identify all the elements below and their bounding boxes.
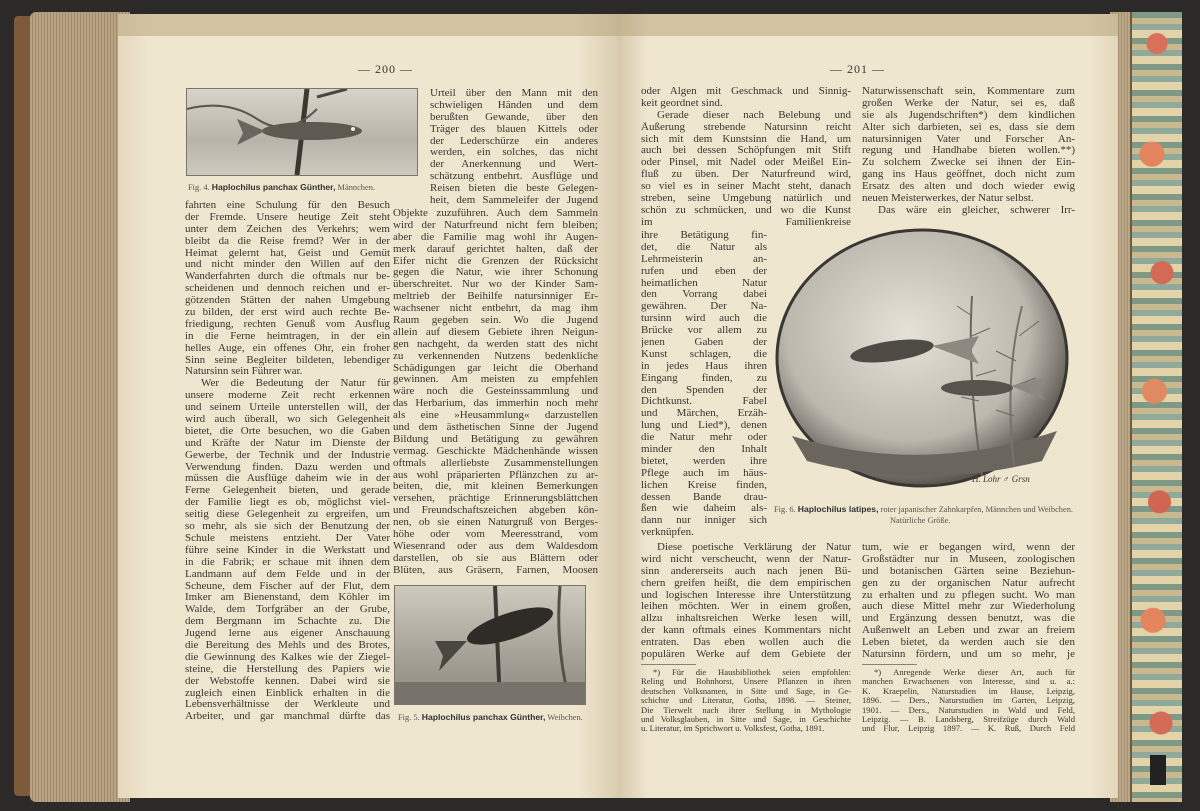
- text-line: meltrieb der Beihilfe natursinniger Er-: [393, 291, 598, 303]
- text-line: verknüpfen.: [641, 527, 694, 539]
- text-line: dessen Bande drau-: [641, 491, 767, 503]
- text-line: Zu solchem Zwecke sei ihnen der Ein-: [862, 157, 1075, 169]
- text-line: in jedes Haus ihren: [641, 360, 767, 372]
- text-line: auch diese Mittel mehr zur Wiederholung: [862, 601, 1075, 613]
- text-line: lung und Lied*), denen: [641, 420, 767, 432]
- fig4-species: Haplochilus panchax Günther,: [211, 182, 336, 192]
- text-line: Wiesenrand oder aus dem Waldesdom: [393, 540, 598, 552]
- text-line: steine, die Herstellung des Papiers wie: [185, 663, 390, 675]
- text-line: Äußerung strebende Natursinn reicht: [641, 121, 851, 133]
- text-line: allzu inhaltsreichen Werke lesen will,: [641, 613, 851, 625]
- text-line: so viel es in seiner Macht steht, danach: [641, 181, 851, 193]
- text-line: vermag. Geschickte Mädchenhände wissen: [393, 445, 598, 457]
- fig5-image: [394, 585, 586, 705]
- text-line: der Familie liegt es ob, möglichst viel-: [185, 497, 390, 509]
- text-line: leihen möchten. Wer in einem großen,: [641, 601, 851, 613]
- text-line: und dem ästhetischen Sinne der Jugend: [393, 422, 598, 434]
- text-line: Verwendung finden. Dazu werden und: [185, 461, 390, 473]
- text-line: großen Werke der Natur, sei es, daß: [862, 97, 1075, 109]
- text-line: Naturwissenschaft sein, Kommentare zum: [862, 86, 1075, 97]
- page-stack-left: [30, 12, 130, 802]
- text-line: so mehr, als sie sich der Benutzung der: [185, 521, 390, 533]
- text-line: und Flur, Leipzig 1897. — K. Ruß, Durch Feld: [862, 724, 1075, 734]
- page-number-left: — 200 —: [358, 62, 413, 76]
- text-line: Bildung und Betätigung zu gewähren: [393, 433, 598, 445]
- text-line: entraten. Das eben wollen auch die: [641, 637, 851, 649]
- text-line: wird der Naturfreund nicht fern bleiben;: [393, 219, 598, 231]
- text-line: Sinn seine Begleiter bildeten, lebendiger: [185, 354, 390, 366]
- text-line: chern greifen heißt, die dem empirischen: [641, 577, 851, 589]
- text-line: und logischen Interesse ihre Unterstützung: [641, 589, 851, 601]
- marbled-edge: [1130, 12, 1182, 802]
- text-line: und Volksglauben, in Sitte und Sage, in Geschichte: [641, 714, 851, 724]
- text-line: fahrten eine Schulung für den Besuch: [185, 200, 390, 211]
- text-line: wird auch überall, wo sich Gelegenheit: [185, 414, 390, 426]
- text-line: gen nachgeht, da werden statt des nicht: [393, 338, 598, 350]
- right-column-b-top: [862, 86, 1075, 217]
- text-line: gegen die Natur, wie ihrer Schonung: [393, 267, 598, 279]
- text-line: allein auf diesem Gebiete ihren Neigun-: [393, 326, 598, 338]
- text-line: Eingang finden, zu: [641, 372, 767, 384]
- right-column-a-narrow: [641, 230, 767, 539]
- text-line: sie als Jugendschriften*) dem kindlichen: [862, 109, 1075, 121]
- text-line: keit geordnet sind.: [641, 97, 723, 109]
- footnote-separator-b: [862, 664, 917, 665]
- text-line: zugleich einen Einblick erhalten in die: [185, 687, 390, 699]
- fig4-desc: Männchen.: [337, 183, 375, 192]
- text-line: Reisen bieten die beste Gelegen-: [430, 183, 598, 195]
- text-line: und seinem Urteile unterstellen will, der: [185, 402, 390, 414]
- text-line: aus wohl präparierten Pflänzchen zu ar-: [393, 469, 598, 481]
- text-line: Urteil über den Mann mit den: [430, 88, 598, 99]
- text-line: Schule meistens entzieht. Der Vater: [185, 532, 390, 544]
- fig6-desc: roter japanischer Zahnkarpfen, Männchen und Weibchen.: [880, 505, 1073, 514]
- text-line: oder Algen mit Geschmack und Sinnig-: [641, 86, 851, 97]
- text-line: natursinnigen Vater und Forscher An-: [862, 133, 1075, 145]
- text-line: zu verkennenden Nutzens bedenkliche: [393, 350, 598, 362]
- text-line: Lebensverhältnisse der Werkleute und: [185, 699, 390, 711]
- text-line: Gerade dieser nach Belebung und: [657, 109, 851, 121]
- text-line: höhe oder vom Meeresstrand, vom: [393, 529, 598, 541]
- text-line: Natursinn sein Führer war.: [185, 366, 303, 378]
- text-line: friedigung, rechten Genuß vom Ausflug: [185, 318, 390, 330]
- left-column-2-narrow: [430, 88, 598, 207]
- text-line: Wer die Bedeutung der Natur für: [201, 378, 390, 390]
- text-line: Die Tierwelt nach ihrer Stellung in Mythologie: [641, 705, 851, 715]
- text-line: jenen Gaben der: [641, 337, 767, 349]
- text-line: Lehrmeisterin an-: [641, 253, 767, 265]
- text-line: Leipzig. — B. Landsberg, Streifzüge durch Wald: [862, 714, 1075, 724]
- text-line: Natursinn fördern, und um so mehr, je: [862, 649, 1075, 661]
- text-line: Ferne Gelegenheit bieten, und gerade: [185, 485, 390, 497]
- text-line: gewinnen. Am meisten zu empfehlen: [393, 374, 598, 386]
- text-line: aber die Familie mag wohl ihr Augen-: [393, 231, 598, 243]
- text-line: *) Anregende Werke dieser Art, auch für: [874, 668, 1075, 677]
- right-column-b-bottom: [862, 542, 1075, 661]
- text-line: werden, ein solches, das nicht: [430, 147, 598, 159]
- text-line: dann nur inniger sich: [641, 515, 767, 527]
- text-line: bietet, die Orte besuchen, wo die Gaben: [185, 425, 390, 437]
- text-line: und Ergänzung dessen benutzt, was die: [862, 613, 1075, 625]
- text-line: Blüten, aus Gräsern, Farnen, Moosen: [393, 564, 598, 576]
- text-line: nen, ob sie einen Naturgruß von Berges-: [393, 517, 598, 529]
- fig5-caption: [398, 712, 583, 722]
- text-line: Imker am Bienenstand, dem Köhler im: [185, 592, 390, 604]
- text-line: Landmann auf dem Felde und in der: [185, 568, 390, 580]
- fig6-caption-line2: Natürliche Größe.: [890, 516, 951, 525]
- text-line: Träger des blauen Kittels oder: [430, 123, 598, 135]
- text-line: Objekte zuzuführen. Auch dem Sammeln: [393, 208, 598, 219]
- text-line: scheidenen und dennoch reichen und er-: [185, 283, 390, 295]
- text-line: Brücke vor allem zu: [641, 325, 767, 337]
- text-line: tum, wie er begangen wird, wenn der: [862, 542, 1075, 553]
- left-column-2: [393, 208, 598, 577]
- spine-label: [1150, 755, 1166, 785]
- page-top-shadow: [118, 14, 1118, 36]
- text-line: Ersatz des alten und doch wieder ewig: [862, 181, 1075, 193]
- text-line: Raum gegeben sein. Wo die Jugend: [393, 315, 598, 327]
- text-line: heimatlichen Natur: [641, 277, 767, 289]
- text-line: rufen und eben der: [641, 265, 767, 277]
- text-line: schichte und Literatur, Gotha, 1898. — Steiner,: [641, 696, 851, 706]
- fig5-number: Fig. 5.: [398, 713, 420, 722]
- text-line: Diese poetische Verklärung der Natur: [657, 542, 851, 553]
- text-line: führe seine Kinder in die Werkstatt und: [185, 544, 390, 556]
- text-line: müssen die Ausflüge daheim wie in der: [185, 473, 390, 485]
- text-line: Kunst schlagen, die: [641, 348, 767, 360]
- footnote-a: [641, 668, 851, 734]
- text-line: wachsener nicht entbehrt, da mag ihm: [393, 303, 598, 315]
- text-line: det, die Natur als: [641, 241, 767, 253]
- fig6-caption: [774, 504, 1073, 514]
- fig4-caption: [188, 182, 375, 192]
- text-line: gen zu der organischen Natur aufrecht: [862, 577, 1075, 589]
- text-line: deutschen Volksnamen, in Sitte und Sage, in Ge-: [641, 686, 851, 696]
- text-line: oftmals allerliebste Zusammenstellungen: [393, 457, 598, 469]
- text-line: minder den Inhalt: [641, 444, 767, 456]
- text-line: den Spenden der: [641, 384, 767, 396]
- text-line: Leben bietet, da werden auch sie den: [862, 637, 1075, 649]
- text-line: fluß zu üben. Der Naturfreund wird,: [641, 169, 851, 181]
- text-line: und nicht minder den Willen auf den: [185, 259, 390, 271]
- text-line: in die Fabrik; er schaue mit ihnen dem: [185, 556, 390, 568]
- text-line: K. Kraepelin, Naturstudien im Hause, Leipzig,: [862, 686, 1075, 696]
- text-line: lichen Kreise finden,: [641, 479, 767, 491]
- text-line: Alter sich darbieten, sei es, dass sie dem: [862, 121, 1075, 133]
- text-line: gewähren. Der Na-: [641, 301, 767, 313]
- text-line: götzenden Stätten der nahen Umgebung: [185, 295, 390, 307]
- text-line: der Fremde. Unsere heutige Zeit steht: [185, 211, 390, 223]
- text-line: Gewerbe, der Technik und der Industrie: [185, 449, 390, 461]
- text-line: seitig diese Gelegenheit zu ergreifen, um: [185, 509, 390, 521]
- text-line: darstellen, ob sie aus Blättern oder: [393, 552, 598, 564]
- text-line: Jugend lerne aus eigener Anschauung: [185, 628, 390, 640]
- text-line: Schädigungen gar leicht die Oberhand: [393, 362, 598, 374]
- text-line: der Anerkennung und Wert-: [430, 159, 598, 171]
- text-line: Wanderfahrten durch die oftmals nur be-: [185, 271, 390, 283]
- text-line: bietet, werden ihre: [641, 455, 767, 467]
- text-line: die Bereitung des Mehls und des Brotes,: [185, 639, 390, 651]
- text-line: merk darauf gerichtet halten, daß der: [393, 243, 598, 255]
- text-line: heit, dem Sammeleifer der Jugend: [430, 195, 598, 207]
- text-line: bleibt da die Reise fremd? Wer in der: [185, 235, 390, 247]
- text-line: versehen, prächtige Erinnerungsblättchen: [393, 493, 598, 505]
- fig5-species: Haplochilus panchax Günther,: [421, 712, 546, 722]
- text-line: gang ins Haus geöffnet, doch nicht zum: [862, 169, 1075, 181]
- text-line: *) Für die Hausbibliothek seien empfohlen:: [653, 668, 851, 677]
- left-column-1: [185, 200, 390, 723]
- page-number-right: — 201 —: [830, 62, 885, 76]
- text-line: schwieligen Händen und dem: [430, 99, 598, 111]
- text-line: populären Werke auf dem Gebiete der: [641, 649, 851, 661]
- text-line: unter dem Zeichen des Verkehrs; wem: [185, 223, 390, 235]
- right-column-a-top: [641, 86, 851, 229]
- text-line: überschreitet. Nur wo der Kinder Sam-: [393, 279, 598, 291]
- text-line: dem Bergmann im Schachte zu. Die: [185, 616, 390, 628]
- text-line: schätzung entbehrt. Ausflüge und: [430, 171, 598, 183]
- text-line: ihre Betätigung fin-: [641, 230, 767, 241]
- text-line: Pflege auch im häus-: [641, 467, 767, 479]
- text-line: unsere moderne Zeit recht erkennen: [185, 390, 390, 402]
- text-line: beiten, die, mit kleinen Bemerkungen: [393, 481, 598, 493]
- text-line: der Webstoffe kennen. Dabei wird sie: [185, 675, 390, 687]
- fig6-species: Haplochilus latipes,: [797, 504, 879, 514]
- text-line: das Herbarium, das immerhin noch mehr: [393, 398, 598, 410]
- text-line: die Gewinnung des Kalkes wie der Ziegel-: [185, 651, 390, 663]
- fig6-signature: H. Lohr ♂ Grsn: [972, 474, 1030, 484]
- text-line: Heimat gelernt hat, Geist und Gemüt: [185, 247, 390, 259]
- text-line: Walde, dem Torfgräber an der Grube,: [185, 604, 390, 616]
- text-line: schön zu schmücken, und wo die Kunst: [641, 204, 851, 216]
- text-line: helles Auge, ein offenes Ohr, ein froher: [185, 342, 390, 354]
- text-line: auch bei dessen Schöpfungen mit Stift: [641, 145, 851, 157]
- fig4-image: [186, 88, 418, 176]
- text-line: 1896. — Ders., Naturstudien im Garten, Leipzig,: [862, 696, 1075, 706]
- text-line: als eine »Heusammlung« darzustellen: [393, 410, 598, 422]
- text-line: 1901. — Ders., Naturstudien in Wald und Feld,: [862, 705, 1075, 715]
- footnote-separator-a: [641, 664, 696, 665]
- text-line: und Märchen, Erzäh-: [641, 408, 767, 420]
- text-line: Großstädter nur in Museen, zoologischen: [862, 553, 1075, 565]
- text-line: und Kräfte der Natur im Dienste der: [185, 437, 390, 449]
- text-line: und Freundschaftszeichen abgeben kön-: [393, 505, 598, 517]
- fig6-number: Fig. 6.: [774, 505, 796, 514]
- text-line: und botanischen Gärten seine Beziehun-: [862, 565, 1075, 577]
- text-line: Dichtkunst. Fabel: [641, 396, 767, 408]
- text-line: regung und Handhabe bieten wollen.**): [862, 145, 1075, 157]
- text-line: oder Pinsel, mit Nadel oder Meißel Ein-: [641, 157, 851, 169]
- text-line: den Vorrang dabei: [641, 289, 767, 301]
- fig5-desc: Weibchen.: [547, 713, 583, 722]
- text-line: manchen Erwachsenen von Interesse, sind u. a.:: [862, 677, 1075, 687]
- text-line: wäre noch die Gesteinssammlung und: [393, 386, 598, 398]
- text-line: berußten Gewande, über den: [430, 111, 598, 123]
- text-line: Eifer nicht die Grenzen der Rücksicht: [393, 255, 598, 267]
- footnote-b: [862, 668, 1075, 734]
- text-line: sinn andererseits auch nach jenen Bü-: [641, 565, 851, 577]
- text-line: der kann oftmals eines Kommentars nicht: [641, 625, 851, 637]
- text-line: Scheune, dem Fischer auf der Flut, dem: [185, 580, 390, 592]
- text-line: neuen Meisterwerkes, der Natur selbst.: [862, 193, 1034, 205]
- text-line: im Familienkreise: [641, 216, 851, 228]
- text-line: sich mit dem Kunstsinn die Hand, um: [641, 133, 851, 145]
- text-line: der Lederschürze ein anderes: [430, 135, 598, 147]
- text-line: Außenwelt an Leben und zwar an freiem: [862, 625, 1075, 637]
- text-line: tursinn wird auch die: [641, 313, 767, 325]
- text-line: Reling und Bohnhorst, Unsere Pflanzen in ihren: [641, 677, 851, 687]
- fig6-image: [772, 226, 1072, 491]
- fig4-number: Fig. 4.: [188, 183, 210, 192]
- text-line: u. Literatur, im Sprichwort u. Volksfest, Gotha, 1891.: [641, 724, 825, 734]
- text-line: Arbeiter, und gar manchmal dürfte das: [185, 711, 390, 723]
- text-line: die Natur mehr oder: [641, 432, 767, 444]
- right-column-a-bottom: [641, 542, 851, 661]
- text-line: zu erhalten und zu pflegen sucht. Wo man: [862, 589, 1075, 601]
- text-line: in die Ferne heimtragen, in der ein: [185, 330, 390, 342]
- text-line: Das wäre ein gleicher, schwerer Irr-: [878, 204, 1075, 216]
- text-line: ßen wie daheim als-: [641, 503, 767, 515]
- text-line: streben, seine Umgebung natürlich und: [641, 193, 851, 205]
- text-line: zu bilden, der erst wird auch rechte Be-: [185, 307, 390, 319]
- text-line: wird nicht verscheucht, wenn der Natur-: [641, 553, 851, 565]
